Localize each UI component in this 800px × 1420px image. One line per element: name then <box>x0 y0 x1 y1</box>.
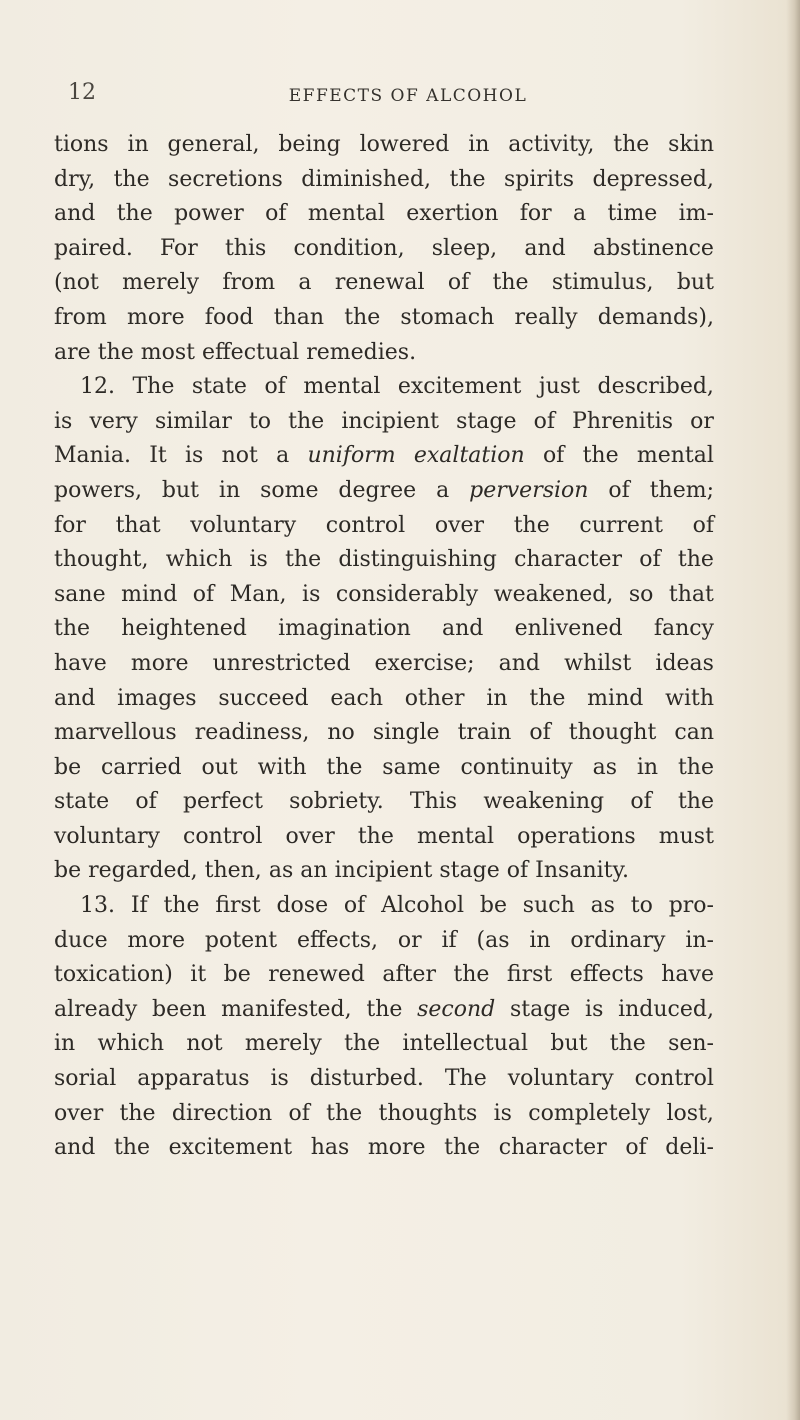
word: stimulus, <box>551 270 654 296</box>
word: skin <box>668 132 714 157</box>
word: fancy <box>653 616 714 642</box>
word: after <box>382 962 436 988</box>
word: lost, <box>666 1100 714 1126</box>
word: demands), <box>597 304 714 330</box>
word: of <box>608 477 630 503</box>
word: this <box>224 235 267 261</box>
word: continuity <box>460 754 573 780</box>
word: of <box>692 512 714 538</box>
word: mental <box>416 823 494 849</box>
word: other <box>404 685 465 711</box>
word: Phrenitis <box>572 408 673 434</box>
page-edge-shadow <box>786 0 800 1420</box>
word: of <box>639 547 661 573</box>
word: 13. <box>80 893 115 919</box>
word: completely <box>528 1100 651 1126</box>
word: in <box>127 132 149 157</box>
word: in <box>636 754 659 780</box>
word: im- <box>678 201 714 227</box>
text-line <box>54 993 714 1028</box>
word: of <box>529 720 551 746</box>
word: a <box>298 270 312 296</box>
word: the <box>613 132 650 157</box>
page-number: 12 <box>68 80 96 105</box>
word: regarded, <box>88 858 198 884</box>
word: merely <box>244 1031 322 1057</box>
word: weakening <box>483 789 605 815</box>
word: of <box>630 789 652 815</box>
word: the <box>357 823 394 849</box>
word: the <box>513 512 550 538</box>
word: and <box>524 235 566 261</box>
word: to <box>630 893 653 919</box>
word: the <box>453 962 490 988</box>
word: sane <box>54 581 106 607</box>
word: but <box>676 270 714 296</box>
text-line <box>54 1131 714 1166</box>
word: to <box>248 408 272 434</box>
word: a <box>573 201 587 227</box>
text-line <box>54 682 714 717</box>
word: power <box>174 201 244 227</box>
word: mind <box>121 581 178 607</box>
word: stage <box>509 996 571 1022</box>
word: the <box>492 270 529 296</box>
word: Alcohol <box>381 893 465 919</box>
word: not <box>221 443 258 469</box>
word: condition, <box>293 235 405 261</box>
word: as <box>590 893 615 919</box>
word: be <box>54 858 82 884</box>
word: the <box>326 754 363 780</box>
word: some <box>260 477 319 503</box>
word: must <box>658 823 714 849</box>
word: If <box>130 893 148 919</box>
word: very <box>89 408 138 434</box>
word: is <box>585 996 604 1022</box>
word: the <box>444 1135 481 1161</box>
text-line <box>54 266 714 301</box>
word: the <box>285 547 322 573</box>
word: intellectual <box>402 1031 529 1057</box>
word: tions <box>54 132 109 157</box>
word: or <box>690 408 714 434</box>
word: are <box>54 339 91 365</box>
word: duce <box>54 927 108 953</box>
word: apparatus <box>137 1066 250 1092</box>
word: of <box>533 408 555 434</box>
text-line <box>54 301 714 336</box>
word: potent <box>204 927 278 953</box>
word: in <box>218 477 241 503</box>
word: degree <box>338 477 417 503</box>
word: already <box>54 996 138 1022</box>
word: stomach <box>400 304 495 330</box>
word: perversion <box>469 477 589 503</box>
word: of <box>625 1135 647 1161</box>
word: of <box>264 374 286 400</box>
word: control <box>183 823 263 849</box>
text-line <box>54 751 714 786</box>
word: than <box>273 304 324 330</box>
word: it <box>190 962 207 988</box>
word: voluntary <box>507 1066 614 1092</box>
text-line <box>54 924 714 959</box>
word: carried <box>100 754 182 780</box>
word: mind <box>587 685 644 711</box>
word: that <box>668 581 714 607</box>
word: food <box>204 304 254 330</box>
word: lowered <box>359 132 450 157</box>
word: the <box>113 1135 150 1161</box>
word: excitement <box>168 1135 293 1161</box>
word: second <box>417 996 496 1022</box>
word: of <box>447 270 470 296</box>
word: thoughts <box>378 1100 478 1126</box>
word: just <box>538 374 580 400</box>
word: stage <box>456 408 517 434</box>
word: train <box>457 720 512 746</box>
word: the <box>609 1031 646 1057</box>
word: over <box>434 512 485 538</box>
word: really <box>514 304 578 330</box>
word: and <box>498 650 541 676</box>
word: thought, <box>54 547 149 573</box>
word: voluntary <box>190 512 297 538</box>
word: heightened <box>121 616 247 642</box>
word: of <box>265 201 287 227</box>
word: is <box>54 408 73 434</box>
word: single <box>372 720 440 746</box>
word: perfect <box>182 789 263 815</box>
word: the <box>529 685 566 711</box>
word: the <box>97 339 134 365</box>
word: spirits <box>503 166 575 192</box>
text-line <box>54 785 714 820</box>
word: each <box>330 685 383 711</box>
word: effects <box>569 962 644 988</box>
word: as <box>592 754 617 780</box>
word: control <box>634 1066 714 1092</box>
word: in <box>529 927 551 953</box>
word: (not <box>54 270 99 296</box>
word: stage <box>439 858 500 884</box>
word: merely <box>122 270 200 296</box>
word: so <box>628 581 654 607</box>
word: in <box>468 132 490 157</box>
word: as <box>268 858 294 884</box>
word: sen- <box>668 1031 714 1057</box>
word: with <box>257 754 307 780</box>
word: is <box>493 1100 512 1126</box>
word: readiness, <box>194 720 310 746</box>
word: general, <box>167 132 260 157</box>
text-line <box>54 647 714 682</box>
word: incipient <box>341 408 440 434</box>
word: exertion <box>406 201 499 227</box>
word: images <box>117 685 197 711</box>
word: thought <box>568 720 657 746</box>
word: time <box>607 201 658 227</box>
word: the <box>54 616 91 642</box>
text-line <box>54 163 714 198</box>
word: depressed, <box>592 166 714 192</box>
word: renewed <box>268 962 365 988</box>
word: direction <box>171 1100 273 1126</box>
text-line <box>54 1097 714 1132</box>
text-line <box>54 854 714 889</box>
text-line <box>54 474 714 509</box>
word: powers, <box>54 477 142 503</box>
page-header <box>68 80 748 120</box>
word: the <box>366 996 403 1022</box>
text-line <box>54 439 714 474</box>
word: paired. <box>54 235 133 261</box>
word: the <box>677 547 714 573</box>
word: the <box>677 789 714 815</box>
word: voluntary <box>54 823 160 849</box>
word: The <box>444 1066 487 1092</box>
word: or <box>397 927 422 953</box>
word: if <box>441 927 457 953</box>
word: effects, <box>296 927 379 953</box>
text-line <box>54 405 714 440</box>
word: sobriety. <box>289 789 384 815</box>
word: in- <box>685 927 714 953</box>
word: secretions <box>168 166 283 192</box>
text-line <box>54 370 714 405</box>
word: effectual <box>202 339 300 365</box>
word: which <box>165 547 233 573</box>
word: in <box>54 1031 76 1057</box>
word: first <box>215 893 261 919</box>
word: from <box>222 270 276 296</box>
word: and <box>54 201 96 227</box>
word: operations <box>517 823 636 849</box>
word: dry, <box>54 166 96 192</box>
word: 12. <box>80 374 115 400</box>
word: with <box>665 685 714 711</box>
word: abstinence <box>592 235 714 261</box>
word: more <box>367 1135 426 1161</box>
text-line <box>54 509 714 544</box>
word: deli- <box>665 1135 714 1161</box>
word: dose <box>276 893 329 919</box>
word: control <box>325 512 406 538</box>
word: a <box>436 477 450 503</box>
word: and <box>442 616 484 642</box>
word: similar <box>154 408 232 434</box>
word: more <box>126 304 185 330</box>
word: is <box>185 443 204 469</box>
word: the <box>163 893 200 919</box>
word: incipient <box>334 858 433 884</box>
word: be <box>479 893 507 919</box>
word: imagination <box>278 616 411 642</box>
word: more <box>127 927 186 953</box>
word: has <box>310 1135 350 1161</box>
word: been <box>152 996 207 1022</box>
text-line <box>54 1027 714 1062</box>
word: is <box>302 581 321 607</box>
text-line <box>54 128 714 163</box>
text-line <box>54 889 714 924</box>
text-line <box>54 336 714 371</box>
word: which <box>97 1031 165 1057</box>
word: uniform <box>307 443 396 469</box>
word: in <box>486 685 508 711</box>
word: ordinary <box>570 927 666 953</box>
word: Mania. <box>54 443 131 469</box>
running-head: EFFECTS OF ALCOHOL <box>288 86 528 106</box>
word: is <box>270 1066 289 1092</box>
word: over <box>54 1100 104 1126</box>
word: the <box>288 408 325 434</box>
word: state <box>54 789 110 815</box>
word: state <box>191 374 247 400</box>
word: Insanity. <box>535 858 629 884</box>
word: succeed <box>218 685 309 711</box>
word: whilst <box>564 650 632 676</box>
word: but <box>550 1031 588 1057</box>
word: mental <box>636 443 714 469</box>
word: that <box>115 512 161 538</box>
word: first <box>506 962 553 988</box>
word: not <box>186 1031 223 1057</box>
word: renewal <box>334 270 425 296</box>
word: be <box>54 754 82 780</box>
word: being <box>278 132 341 157</box>
word: weakened, <box>493 581 614 607</box>
word: of <box>192 581 215 607</box>
word: mental <box>303 374 381 400</box>
word: the <box>326 1100 363 1126</box>
word: described, <box>597 374 714 400</box>
word: a <box>276 443 290 469</box>
text-line <box>54 578 714 613</box>
word: most <box>140 339 195 365</box>
word: ideas <box>655 650 714 676</box>
word: character <box>498 1135 607 1161</box>
text-line <box>54 716 714 751</box>
word: of <box>288 1100 310 1126</box>
text-line <box>54 820 714 855</box>
word: of <box>343 893 366 919</box>
word: induced, <box>618 996 714 1022</box>
word: can <box>674 720 714 746</box>
word: diminished, <box>301 166 432 192</box>
word: character <box>514 547 623 573</box>
word: have <box>661 962 714 988</box>
word: for <box>519 201 552 227</box>
word: is <box>249 547 268 573</box>
text-line <box>54 543 714 578</box>
word: Man, <box>229 581 287 607</box>
word: excitement <box>397 374 522 400</box>
word: exercise; <box>374 650 475 676</box>
word: remedies. <box>306 339 417 365</box>
word: over <box>285 823 335 849</box>
word: current <box>579 512 663 538</box>
word: enlivened <box>514 616 623 642</box>
word: considerably <box>335 581 479 607</box>
word: mental <box>307 201 385 227</box>
word: pro- <box>668 893 714 919</box>
word: from <box>54 304 107 330</box>
word: This <box>409 789 458 815</box>
text-line <box>54 612 714 647</box>
word: the <box>344 1031 381 1057</box>
word: the <box>119 1100 156 1126</box>
word: of <box>135 789 157 815</box>
word: the <box>677 754 714 780</box>
text-line <box>54 232 714 267</box>
word: the <box>582 443 619 469</box>
word: disturbed. <box>309 1066 424 1092</box>
body-text <box>54 128 714 1166</box>
word: of <box>542 443 565 469</box>
word: unrestricted <box>212 650 351 676</box>
text-line <box>54 197 714 232</box>
word: distinguishing <box>338 547 497 573</box>
word: have <box>54 650 107 676</box>
word: manifested, <box>221 996 352 1022</box>
text-line <box>54 1062 714 1097</box>
text-line <box>54 958 714 993</box>
word: more <box>130 650 189 676</box>
word: It <box>149 443 167 469</box>
word: and <box>54 685 96 711</box>
word: exaltation <box>413 443 525 469</box>
word: The <box>132 374 175 400</box>
word: marvellous <box>54 720 177 746</box>
word: the <box>449 166 486 192</box>
word: For <box>160 235 198 261</box>
word: activity, <box>508 132 595 157</box>
word: be <box>223 962 251 988</box>
word: an <box>300 858 328 884</box>
word: the <box>116 201 153 227</box>
word: for <box>54 512 86 538</box>
word: such <box>522 893 575 919</box>
word: and <box>54 1135 96 1161</box>
word: of <box>506 858 529 884</box>
word: the <box>113 166 150 192</box>
word: no <box>327 720 355 746</box>
word: (as <box>476 927 510 953</box>
word: then, <box>204 858 262 884</box>
word: sleep, <box>431 235 498 261</box>
word: same <box>382 754 441 780</box>
word: them; <box>649 477 714 503</box>
word: out <box>201 754 238 780</box>
word: but <box>161 477 199 503</box>
word: sorial <box>54 1066 117 1092</box>
word: toxication) <box>54 962 173 988</box>
word: the <box>344 304 381 330</box>
